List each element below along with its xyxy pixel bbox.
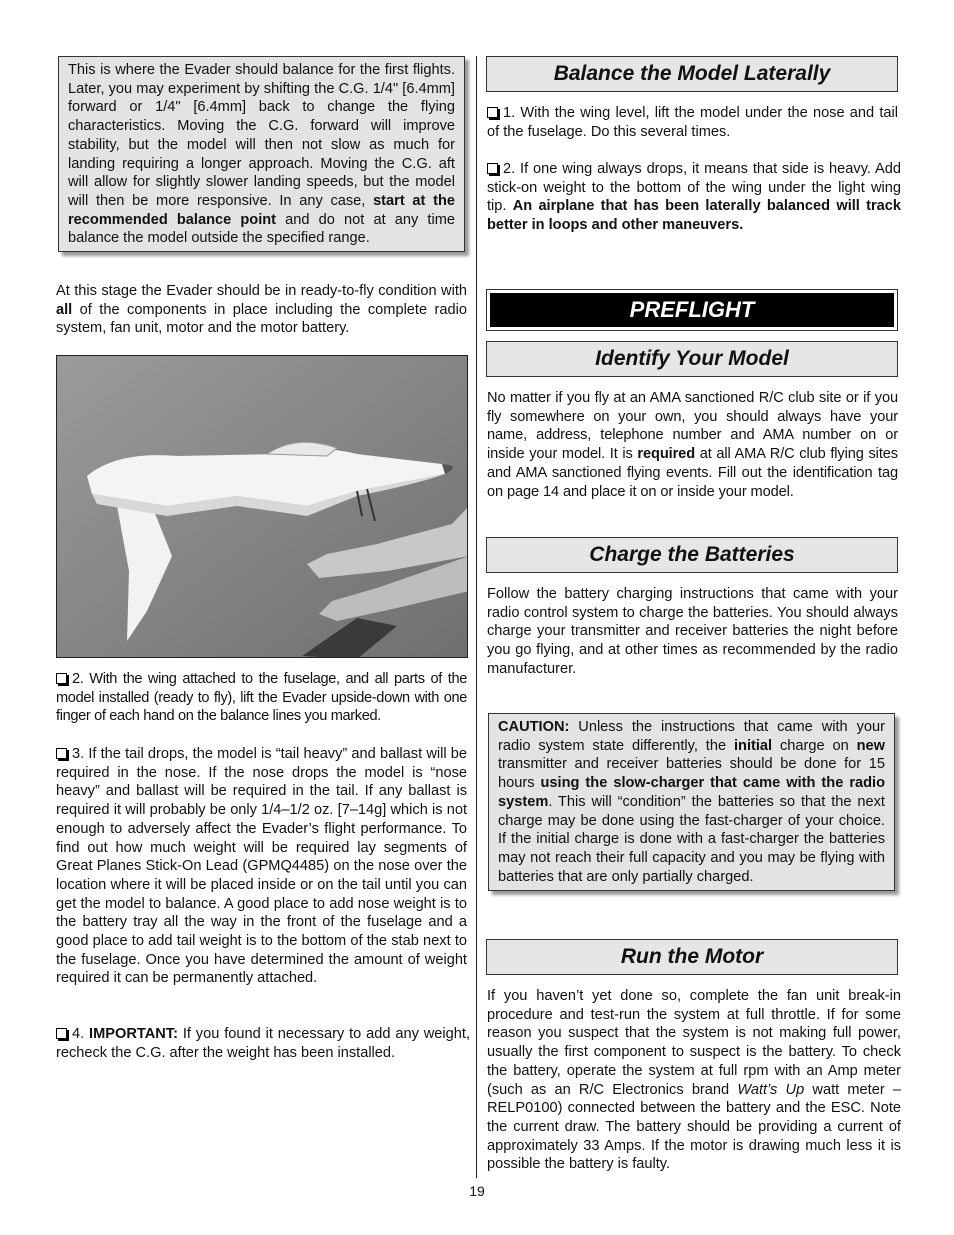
lateral-step-2-checkbox[interactable] xyxy=(487,163,498,174)
preflight-title: PREFLIGHT xyxy=(490,293,894,327)
charge-batteries-heading: Charge the Batteries xyxy=(486,537,898,573)
motor-paragraph: If you haven’t yet done so, complete the fan unit break-in procedure and test-run the system at full throttle. If for some reason you suspect that the system is not making full power, usually the first component to suspect is the battery. To check the battery, operate the system at full rpm with an Amp meter (such as an R/C Electronics brand Watt’s Up watt meter – RELP0100) connected between the battery and the ESC. Note the current draw. The battery should be providing a current of approximately 33 Amps. If the motor is drawing much less it is possible the battery is faulty. xyxy=(487,988,901,1173)
preflight-banner xyxy=(486,289,898,331)
run-motor-heading: Run the Motor xyxy=(486,939,898,975)
lateral-step-1: 1. With the wing level, lift the model under the nose and tail of the fuselage. Do this several times. xyxy=(487,105,898,140)
step-2-item: 2. With the wing attached to the fuselage, and all parts of the model installed (ready to fly), lift the Evader upside-down with one finger of each hand on the balance lines you marked. xyxy=(56,671,467,725)
caution-box xyxy=(488,713,895,891)
balance-laterally-heading: Balance the Model Laterally xyxy=(486,56,898,92)
step-3-checkbox[interactable] xyxy=(56,748,67,759)
charge-paragraph: Follow the battery charging instructions that came with your radio control system to charge the batteries. You should always charge your transmitter and receiver batteries the night before you go flying, and at other times as recommended by the radio manufacturer. xyxy=(487,586,898,677)
lateral-step-1-checkbox[interactable] xyxy=(487,107,498,118)
column-divider xyxy=(476,56,477,1178)
lateral-step-2: 2. If one wing always drops, it means that side is heavy. Add stick-on weight to the bottom of the wing under the light wing tip. An airplane that has been laterally balanced will track better in loops and other maneuvers. xyxy=(487,161,901,234)
balance-note-text: This is where the Evader should balance for the first flights. Later, you may experiment by shifting the C.G. 1/4" [6.4mm] forward or 1/4" [6.4mm] back to change the flying characteristics. Moving the C.G. forward will improve stability, but the model will then not slow as much for landing requiring a longer approach. Moving the C.G. aft will allow for slightly slower landing speeds, but the model will then be more responsive. In any case, start at the recommended balance point and do not at any time balance the model outside the specified range. xyxy=(68,62,456,247)
identify-paragraph: No matter if you fly at an AMA sanctioned R/C club site or if you fly somewhere on your own, you should always have your name, address, telephone number and AMA number on or inside your model. It is required at all AMA R/C club flying sites and AMA sanctioned flying events. Fill out the identification tag on page 14 and place it on or inside your model. xyxy=(487,390,898,500)
identify-model-heading: Identify Your Model xyxy=(486,341,898,377)
model-balance-photo xyxy=(56,355,468,658)
step-3-item: 3. If the tail drops, the model is “tail heavy” and ballast will be required in the nose. If the nose drops the model is “nose heavy” and ballast will be required in the tail. If any ballast is required it will probably be only 1/4–1/2 oz. [7–14g] which is not enough to adversely affect the Evader’s flight performance. To find out how much weight will be required lay segments of Great Planes Stick-On Lead (GPMQ4485) on the nose over the location where it will be placed inside or on the tail until you can get the model to balance. A good place to add nose weight is to the battery tray all the way in the front of the fuselage and a good place to add tail weight is to the bottom of the stab next to the fuselage. Once you have determined the amount of weight required it can be permanently attached. xyxy=(56,746,467,987)
intro-paragraph: At this stage the Evader should be in ready-to-fly condition with all of the components in place including the complete radio system, fan unit, motor and the motor battery. xyxy=(56,283,467,337)
page-number: 19 xyxy=(469,1183,485,1199)
balance-note-box xyxy=(58,56,465,252)
step-4-checkbox[interactable] xyxy=(56,1028,67,1039)
caution-text: CAUTION: Unless the instructions that came with your radio system state differently, the initial charge on new transmitter and receiver batteries should be done for 15 hours using the slow-charger that came with the radio system. This will “condition” the batteries so that the next charge may be done using the fast-charger of your choice. If the initial charge is done with a fast-charger the batteries may not reach their full capacity and you may be flying with batteries that are only partially charged. xyxy=(498,719,885,885)
step-2-checkbox[interactable] xyxy=(56,673,67,684)
step-4-item: 4. IMPORTANT: If you found it necessary to add any weight, recheck the C.G. after the weight has been installed. xyxy=(56,1026,471,1061)
